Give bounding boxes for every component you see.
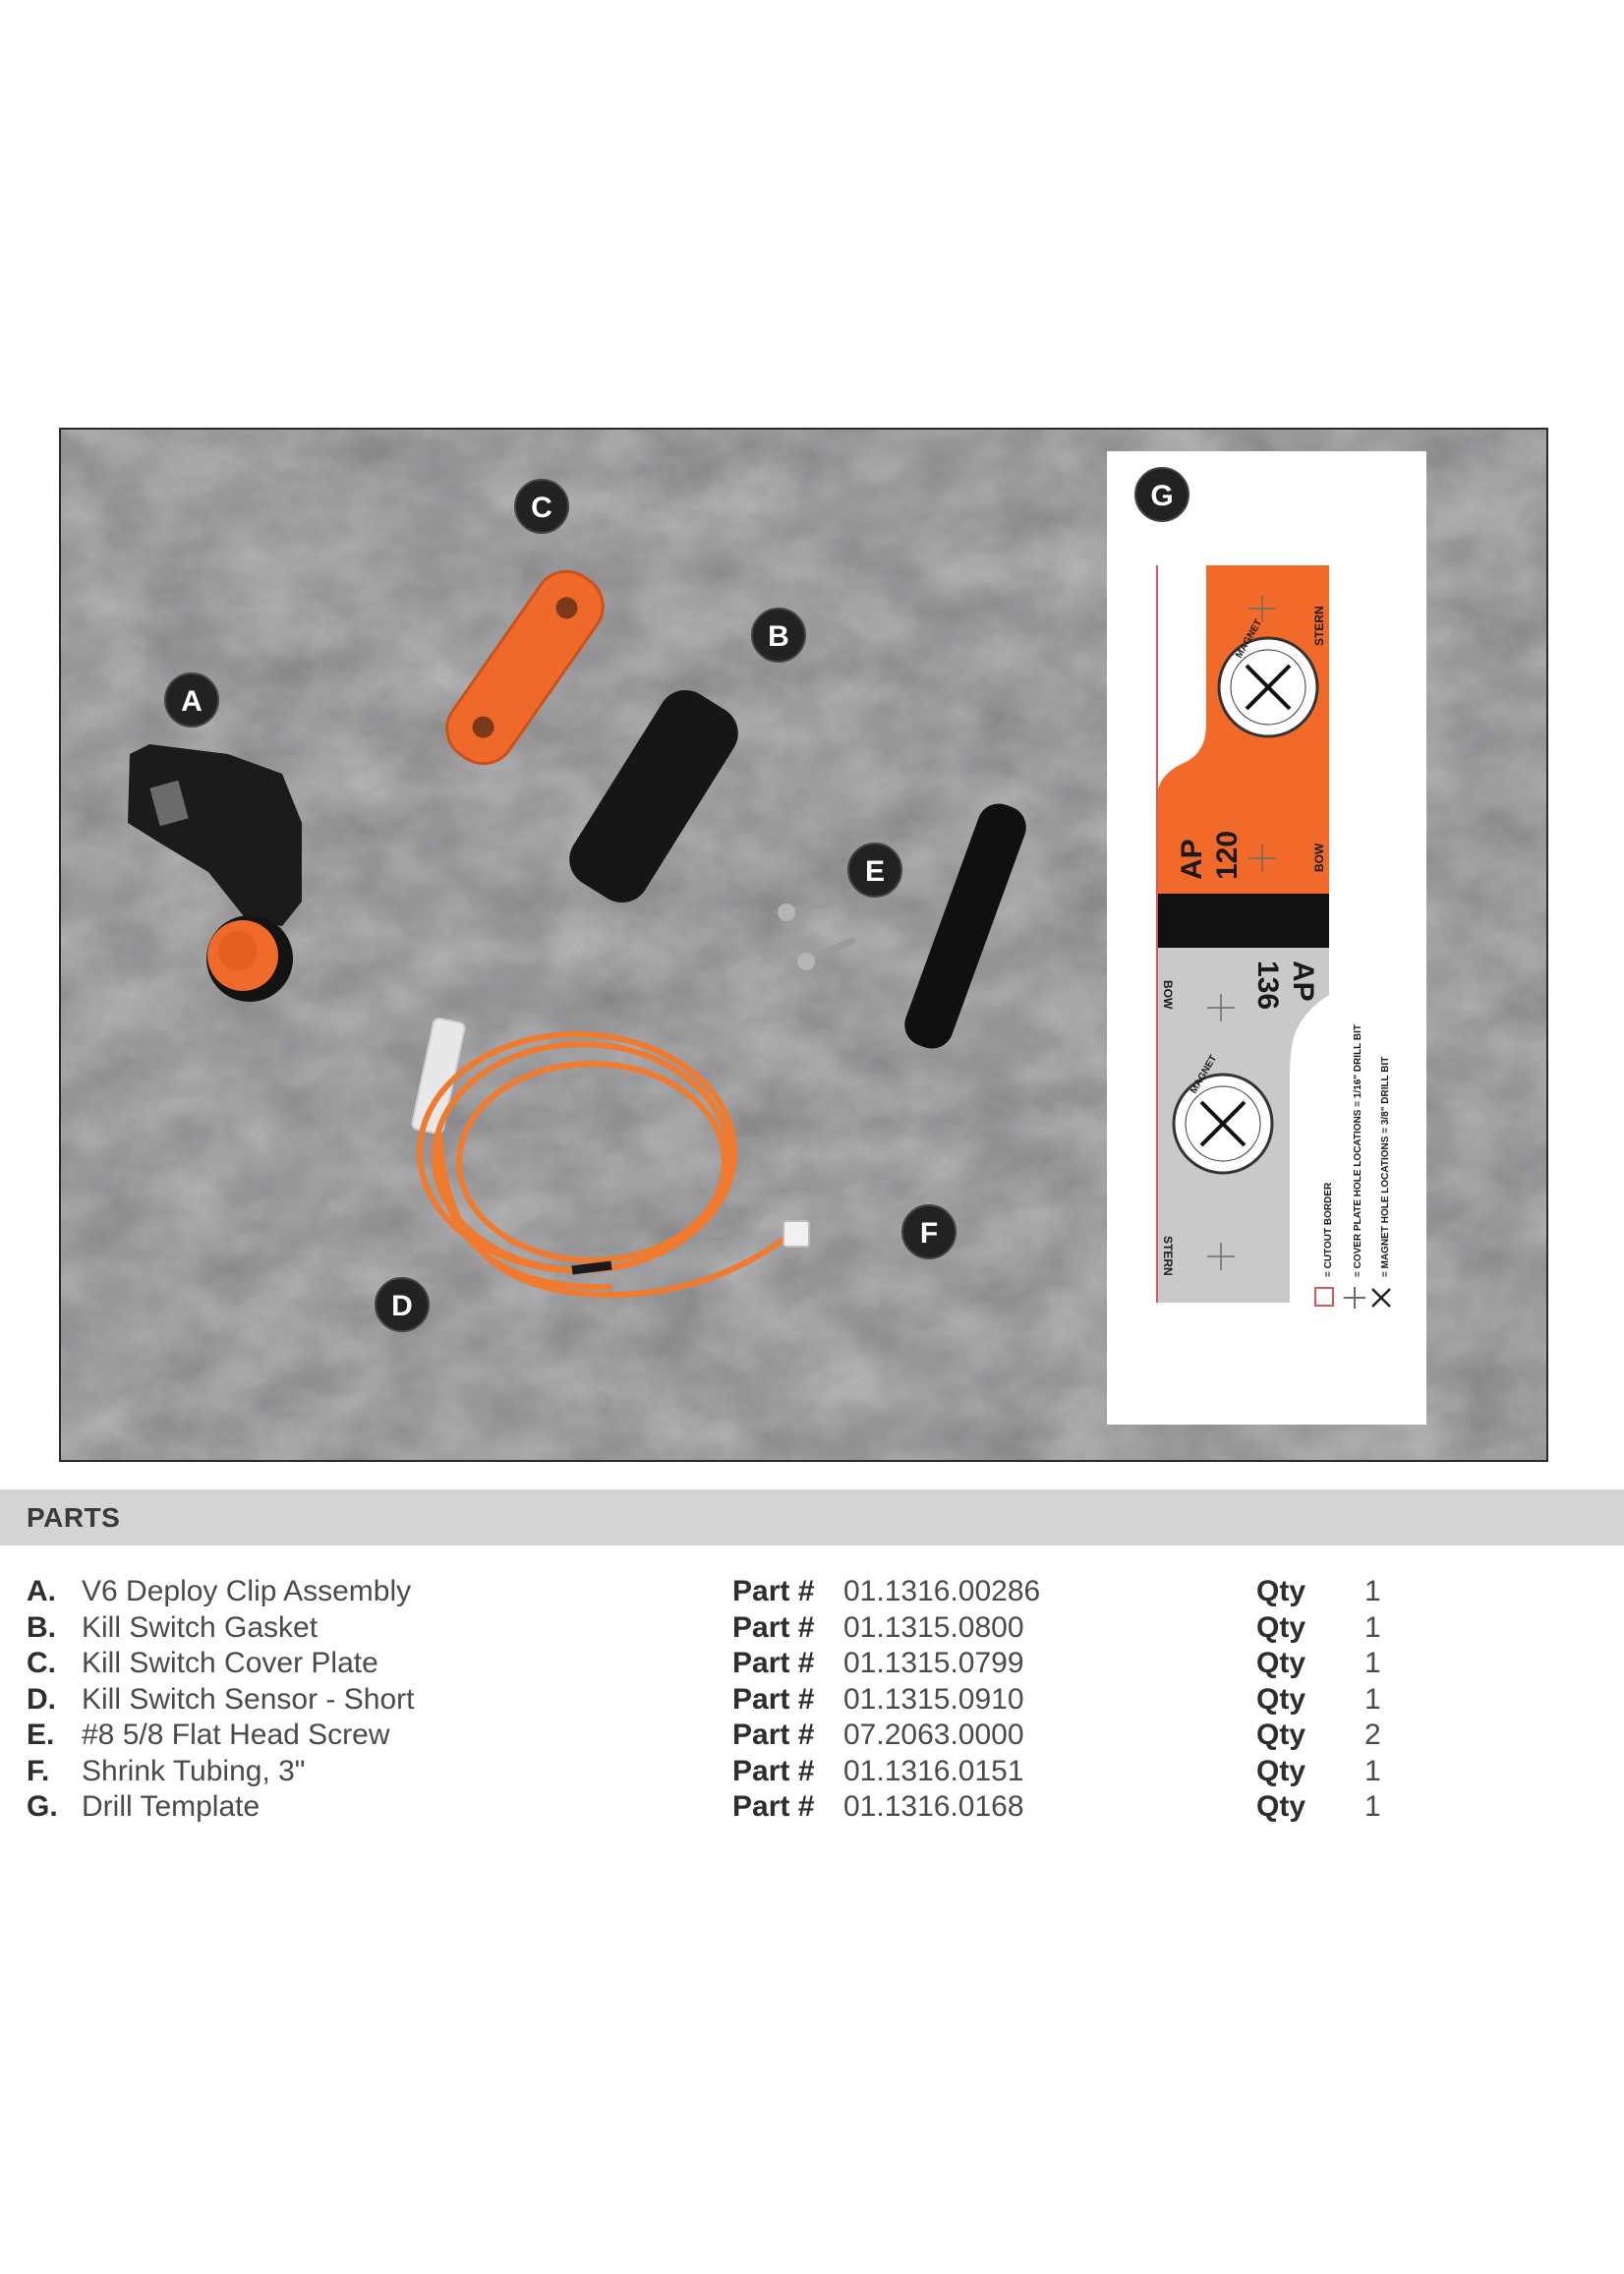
svg-text:AP: [1287, 961, 1319, 1002]
part-number: 01.1316.00286: [843, 1575, 1041, 1607]
qty-value: 2: [1364, 1719, 1381, 1751]
list-item: [0, 1646, 1624, 1682]
list-item: [0, 1574, 1624, 1610]
template-magnet-upper: MAGNET: [1234, 617, 1265, 661]
part-name: Kill Switch Gasket: [82, 1610, 319, 1644]
qty-value: 1: [1364, 1610, 1381, 1644]
part-number-label: Part #: [732, 1790, 815, 1823]
parts-photo: [59, 428, 1548, 1462]
part-letter: G.: [27, 1790, 58, 1823]
part-name: Shrink Tubing, 3": [82, 1754, 306, 1787]
parts-heading: PARTS: [27, 1501, 121, 1533]
part-letter: D.: [27, 1682, 56, 1716]
svg-text:136: [1251, 961, 1284, 1010]
svg-text:C: C: [531, 492, 552, 524]
template-bow-top: BOW: [1312, 843, 1326, 872]
qty-value: 1: [1364, 1682, 1381, 1716]
template-upper-label-1: AP: [1176, 839, 1208, 880]
parts-list: [0, 1574, 1624, 1826]
qty-label: Qty: [1256, 1647, 1306, 1679]
callout-c: [515, 480, 568, 533]
qty-label: Qty: [1256, 1610, 1306, 1644]
template-upper-label-2: 120: [1211, 830, 1244, 880]
parts-photo-svg: [61, 430, 1546, 1460]
template-stern-bottom: STERN: [1161, 1236, 1175, 1276]
callout-e: [848, 844, 901, 897]
template-black-band: [1157, 894, 1329, 948]
part-letter: E.: [27, 1719, 55, 1751]
part-name: Drill Template: [82, 1790, 261, 1823]
qty-label: Qty: [1256, 1575, 1306, 1607]
list-item: [0, 1718, 1624, 1754]
svg-text:B: B: [768, 620, 789, 653]
qty-label: Qty: [1256, 1682, 1306, 1716]
part-name: #8 5/8 Flat Head Screw: [82, 1719, 390, 1751]
template-magnet-lower: MAGNET: [1189, 1053, 1220, 1096]
qty-value: 1: [1364, 1647, 1381, 1679]
qty-label: Qty: [1256, 1754, 1306, 1787]
template-legend-magnet: = MAGNET HOLE LOCATIONS = 3/8" DRILL BIT: [1380, 1056, 1391, 1277]
svg-text:D: D: [391, 1290, 413, 1322]
part-number: 01.1315.0910: [843, 1682, 1024, 1716]
svg-text:F: F: [919, 1217, 939, 1250]
part-letter: F.: [27, 1754, 50, 1787]
svg-text:120: [1211, 831, 1244, 880]
list-item: [0, 1682, 1624, 1719]
svg-text:AP: [1176, 839, 1208, 880]
template-bow-bottom: BOW: [1161, 980, 1175, 1010]
svg-text:G: G: [1150, 480, 1174, 512]
part-number-label: Part #: [732, 1647, 815, 1679]
part-name: Kill Switch Cover Plate: [82, 1647, 378, 1679]
list-item: [0, 1610, 1624, 1647]
qty-label: Qty: [1256, 1719, 1306, 1751]
template-lower-label-2: 136: [1251, 961, 1284, 1011]
callout-g: [1135, 468, 1189, 521]
callout-b: [752, 609, 805, 662]
part-number-label: Part #: [732, 1610, 815, 1644]
template-legend-cover: = COVER PLATE HOLE LOCATIONS = 1/16" DRILL BIT: [1353, 1024, 1363, 1277]
template-lower-label-1: AP: [1287, 961, 1319, 1002]
drill-template: [1107, 451, 1426, 1425]
part-name: Kill Switch Sensor - Short: [82, 1682, 415, 1716]
part-number: 01.1316.0168: [843, 1790, 1024, 1823]
parts-header: [0, 1489, 1624, 1545]
part-number-label: Part #: [732, 1754, 815, 1787]
callout-a: [165, 673, 218, 727]
callout-d: [376, 1278, 429, 1331]
part-number: 01.1315.0799: [843, 1647, 1024, 1679]
template-stern-top: STERN: [1312, 606, 1326, 646]
list-item: [0, 1754, 1624, 1790]
part-name: V6 Deploy Clip Assembly: [82, 1575, 412, 1607]
template-legend-cutout: = CUTOUT BORDER: [1323, 1182, 1334, 1277]
callout-f: [902, 1205, 956, 1258]
part-number-label: Part #: [732, 1719, 815, 1751]
qty-value: 1: [1364, 1575, 1381, 1607]
part-number-label: Part #: [732, 1682, 815, 1716]
part-letter: B.: [27, 1610, 56, 1644]
magnet-hole-upper: [1219, 638, 1317, 736]
part-number: 07.2063.0000: [843, 1719, 1024, 1751]
part-number: 01.1316.0151: [843, 1754, 1024, 1787]
svg-text:E: E: [864, 855, 886, 888]
svg-text:A: A: [181, 685, 203, 718]
list-item: [0, 1789, 1624, 1826]
part-number-label: Part #: [732, 1575, 815, 1607]
part-letter: A.: [27, 1575, 56, 1607]
qty-value: 1: [1364, 1754, 1381, 1787]
qty-value: 1: [1364, 1790, 1381, 1823]
part-letter: C.: [27, 1647, 56, 1679]
part-number: 01.1315.0800: [843, 1610, 1024, 1644]
qty-label: Qty: [1256, 1790, 1306, 1823]
